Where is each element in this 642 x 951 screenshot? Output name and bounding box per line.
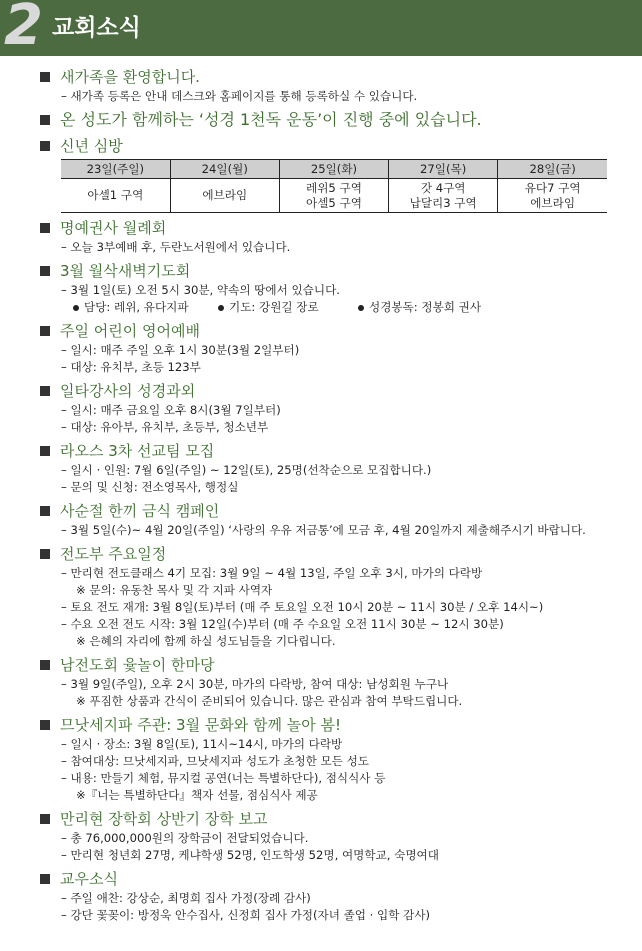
list-item: – 일시 · 장소: 3월 8일(토), 11시~14시, 마가의 다락방 — [61, 737, 343, 751]
role-item: 성경봉독: 정봉희 권사 — [358, 299, 481, 316]
table-header: 23일(주일) — [61, 160, 170, 179]
square-bullet-icon — [40, 115, 50, 125]
visit-schedule-table — [61, 159, 607, 213]
list-item: – 일시: 매주 주일 오후 1시 30분(3월 2일부터) — [61, 343, 300, 357]
list-item: – 3월 5일(수)~ 4월 20일(주일) ‘사랑의 우유 저금통’에 모금 후, 4월 20일까지 제출해주시기 바랍니다. — [61, 523, 586, 537]
list-item: – 대상: 유치부, 초등 123부 — [61, 360, 201, 374]
table-header: 25일(화) — [279, 160, 388, 179]
square-bullet-icon — [40, 141, 50, 151]
list-item: – 일시 · 인원: 7월 6일(주일) ~ 12일(토), 25명(선착순으로 모집합니다.) — [61, 463, 432, 477]
section-title: 일타강사의 성경과외 — [40, 380, 630, 402]
list-note: ※『너는 특별하단다』책자 선물, 점심식사 제공 — [76, 788, 318, 802]
section-bible-reading — [40, 109, 630, 131]
square-bullet-icon — [40, 506, 50, 516]
list-note: ※ 문의: 유동찬 목사 및 각 지파 사역자 — [76, 583, 273, 597]
list-item: – 일시: 매주 금요일 오후 8시(3월 7일부터) — [61, 403, 281, 417]
section-scholarship — [40, 808, 630, 864]
table-cell: 에브라임 — [170, 179, 279, 213]
section-title: 주일 어린이 영어예배 — [40, 320, 630, 342]
section-dawn-prayer — [40, 260, 630, 316]
square-bullet-icon — [40, 386, 50, 396]
section-title: 신년 심방 — [40, 135, 630, 157]
section-title: 전도부 주요일정 — [40, 543, 630, 565]
section-honorary-deaconess — [40, 217, 630, 256]
section-member-news — [40, 868, 630, 924]
list-item: – 강단 꽃꽂이: 방정욱 안수집사, 신정희 집사 가정(자녀 졸업 · 입학 감사) — [61, 908, 431, 922]
list-item: – 참여대상: 므낫세지파, 므낫세지파 성도가 초청한 모든 성도 — [61, 754, 369, 768]
list-item: – 문의 및 신청: 전소영목사, 행정실 — [61, 480, 239, 494]
list-item: – 대상: 유아부, 유치부, 초등부, 청소년부 — [61, 420, 269, 434]
list-item: – 내용: 만들기 체험, 뮤지컬 공연(너는 특별하단다), 점식식사 등 — [61, 771, 386, 785]
page-title: 교회소식 — [52, 15, 141, 41]
section-title: 새가족을 환영합니다. — [40, 66, 630, 88]
square-bullet-icon — [40, 326, 50, 336]
section-title: 라오스 3차 선교팀 모집 — [40, 440, 630, 462]
section-number: 2 — [4, 0, 43, 58]
table-cell: 레위5 구역 아셀5 구역 — [279, 179, 388, 213]
square-bullet-icon — [40, 814, 50, 824]
section-title: 3월 월삭새벽기도회 — [40, 260, 630, 282]
section-title: 명예권사 월례회 — [40, 217, 630, 239]
list-note: ※ 은혜의 자리에 함께 하실 성도님들을 기다립니다. — [76, 634, 336, 648]
dot-bullet-icon — [218, 305, 224, 311]
table-header: 27일(목) — [389, 160, 498, 179]
square-bullet-icon — [40, 266, 50, 276]
page-header — [0, 0, 642, 56]
list-item: – 주일 애찬: 강상순, 최명희 집사 가정(장례 감사) — [61, 891, 311, 905]
table-cell: 갓 4구역 납달리3 구역 — [389, 179, 498, 213]
section-title: 므낫세지파 주관: 3월 문화와 함께 놀아 봄! — [40, 714, 630, 736]
list-item: – 만리현 전도클래스 4기 모집: 3월 9일 ~ 4월 13일, 주일 오후 3시, 마가의 다락방 — [61, 566, 483, 580]
section-new-family — [40, 66, 630, 105]
square-bullet-icon — [40, 549, 50, 559]
square-bullet-icon — [40, 446, 50, 456]
section-title: 사순절 한끼 금식 캠페인 — [40, 500, 630, 522]
list-item: – 오늘 3부예배 후, 두란노서원에서 있습니다. — [61, 240, 291, 254]
list-note: ※ 푸짐한 상품과 간식이 준비되어 있습니다. 많은 관심과 참여 부탁드립니다. — [76, 694, 463, 708]
section-evangelism — [40, 543, 630, 650]
list-item: – 3월 9일(주일), 오후 2시 30분, 마가의 다락방, 참여 대상: 남성회원 누구나 — [61, 677, 449, 691]
square-bullet-icon — [40, 223, 50, 233]
section-english-worship — [40, 320, 630, 376]
table-header: 28일(금) — [498, 160, 607, 179]
section-yut-game — [40, 654, 630, 710]
section-laos-mission — [40, 440, 630, 496]
role-item: 기도: 강원길 장로 — [218, 299, 358, 316]
square-bullet-icon — [40, 660, 50, 670]
section-culture-event — [40, 714, 630, 804]
dot-bullet-icon — [358, 305, 364, 311]
section-title: 만리현 장학회 상반기 장학 보고 — [40, 808, 630, 830]
section-lent-campaign — [40, 500, 630, 539]
list-item: – 3월 1일(토) 오전 5시 30분, 약속의 땅에서 있습니다. — [61, 283, 340, 297]
square-bullet-icon — [40, 72, 50, 82]
table-cell: 유다7 구역 에브라임 — [498, 179, 607, 213]
list-item: – 새가족 등록은 안내 데스크와 홈페이지를 통해 등록하실 수 있습니다. — [61, 89, 418, 103]
square-bullet-icon — [40, 874, 50, 884]
section-new-year-visit — [40, 135, 630, 213]
table-cell: 아셀1 구역 — [61, 179, 170, 213]
section-title: 남전도회 윷놀이 한마당 — [40, 654, 630, 676]
section-title: 교우소식 — [40, 868, 630, 890]
list-item: – 토요 전도 재개: 3월 8일(토)부터 (매 주 토요일 오전 10시 20분 ~ 11시 30분 / 오후 14시~) — [61, 600, 544, 614]
square-bullet-icon — [40, 720, 50, 730]
role-item: 담당: 레위, 유다지파 — [73, 299, 218, 316]
news-list — [40, 66, 630, 928]
table-header: 24일(월) — [170, 160, 279, 179]
role-list — [40, 299, 630, 316]
section-bible-tutoring — [40, 380, 630, 436]
list-item: – 만리현 청년회 27명, 케냐학생 52명, 인도학생 52명, 여명학교, 숙명여대 — [61, 848, 439, 862]
section-title: 온 성도가 함께하는 ‘성경 1천독 운동’이 진행 중에 있습니다. — [40, 109, 630, 131]
dot-bullet-icon — [73, 305, 79, 311]
list-item: – 수요 오전 전도 시작: 3월 12일(수)부터 (매 주 수요일 오전 11시 30분 ~ 12시 30분) — [61, 617, 504, 631]
list-item: – 총 76,000,000원의 장학금이 전달되었습니다. — [61, 831, 309, 845]
